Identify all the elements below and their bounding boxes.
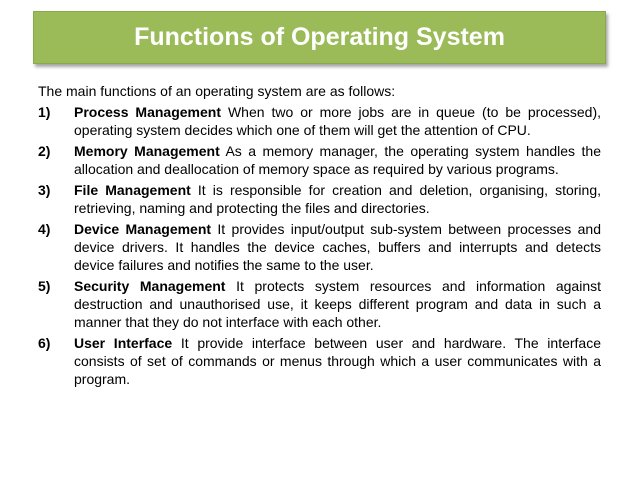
list-item-text: It provide interface between user and hardware. The interface consists of set of commands or menus through which a user communicates with a program. — [74, 335, 602, 387]
list-item-text: When two or more jobs are in queue (to be processed), operating system decides which one of them will get the attention of CPU. — [74, 104, 601, 138]
list-item-body — [74, 181, 601, 217]
list-item-security-management — [38, 277, 601, 331]
list-item-body — [74, 103, 601, 139]
list-item-body — [74, 277, 601, 331]
list-item-memory-management — [38, 142, 601, 178]
list-item-body — [74, 142, 601, 178]
list-item-user-interface — [38, 334, 601, 388]
list-item-number: 5) — [38, 278, 51, 294]
list-item-text: It provides input/output sub-system between processes and device drivers. It handles the device caches, buffers and interrupts and detects device failures and notifies the same to the user. — [74, 221, 601, 273]
intro-text: The main functions of an operating system are as follows: — [38, 83, 396, 99]
list-item-heading: Security Management — [74, 278, 226, 294]
list-item-heading: Process Management — [74, 104, 222, 120]
list-item-body — [74, 334, 601, 388]
list-item-number: 6) — [38, 335, 51, 351]
slide-title: Functions of Operating System — [134, 23, 505, 51]
list-item-heading: Device Management — [74, 221, 212, 237]
list-item-device-management — [38, 220, 601, 274]
list-item-heading: File Management — [74, 182, 191, 198]
list-item-heading: Memory Management — [74, 143, 220, 159]
list-item-text: As a memory manager, the operating system handles the allocation and deallocation of memory space as required by various programs. — [74, 143, 601, 177]
list-item-number: 3) — [38, 182, 51, 198]
list-item-number: 2) — [38, 143, 51, 159]
list-item-process-management — [38, 103, 601, 139]
list-item-text: It protects system resources and information against destruction and unauthorised use, it keeps different program and data in such a manner that they do not interface with each other. — [74, 278, 602, 330]
list-item-body — [74, 220, 601, 274]
list-item-number: 4) — [38, 221, 51, 237]
list-item-file-management — [38, 181, 601, 217]
list-item-heading: User Interface — [74, 335, 173, 351]
title-bar — [33, 11, 606, 64]
list-item-text: It is responsible for creation and deletion, organising, storing, retrieving, naming and protecting the files and directories. — [74, 182, 601, 216]
list-item-number: 1) — [38, 104, 51, 120]
slide-content — [38, 82, 601, 391]
